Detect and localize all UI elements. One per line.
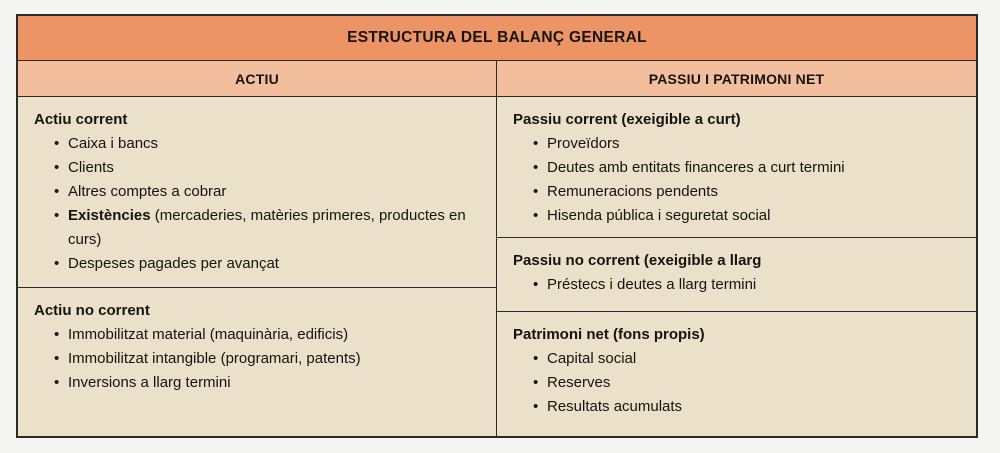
bullet-icon: • — [533, 207, 539, 224]
column-header-actiu: ACTIU — [18, 61, 497, 96]
section-heading: Actiu corrent — [34, 111, 128, 128]
bullet-icon: • — [54, 207, 60, 224]
list-item: • Remuneracions pendents — [513, 180, 962, 204]
bullet-icon: • — [54, 326, 60, 343]
list-item: • Proveïdors — [513, 132, 962, 156]
item-list — [513, 347, 962, 419]
bullet-icon: • — [533, 374, 539, 391]
list-item: • Caixa i bancs — [34, 132, 482, 156]
list-item: • Immobilitzat material (maquinària, edificis) — [34, 323, 482, 347]
cell-passiu-no-corrent — [497, 237, 976, 311]
column-headers-row — [18, 61, 976, 97]
item-list — [34, 323, 482, 395]
bullet-icon: • — [533, 276, 539, 293]
table-title-row — [18, 16, 976, 61]
list-item: • Altres comptes a cobrar — [34, 180, 482, 204]
list-item: • Resultats acumulats — [513, 395, 962, 419]
table-body — [18, 97, 976, 436]
bullet-icon: • — [54, 374, 60, 391]
item-list — [513, 273, 962, 297]
cell-actiu-no-corrent — [18, 287, 496, 436]
list-item: • Capital social — [513, 347, 962, 371]
list-item: • Reserves — [513, 371, 962, 395]
section-heading: Passiu no corrent (exeigible a llarg — [513, 252, 762, 269]
section-heading: Patrimoni net (fons propis) — [513, 326, 705, 343]
list-item: • Hisenda pública i seguretat social — [513, 204, 962, 228]
column-passiu-patrimoni — [497, 97, 976, 436]
bullet-icon: • — [533, 350, 539, 367]
bullet-icon: • — [54, 135, 60, 152]
cell-patrimoni-net — [497, 311, 976, 436]
list-item: • Clients — [34, 156, 482, 180]
cell-passiu-corrent — [497, 97, 976, 237]
column-actiu — [18, 97, 497, 436]
bullet-icon: • — [54, 159, 60, 176]
bullet-icon: • — [533, 135, 539, 152]
list-item: • Deutes amb entitats financeres a curt termini — [513, 156, 962, 180]
column-header-passiu-patrimoni: PASSIU I PATRIMONI NET — [497, 61, 976, 96]
bullet-icon: • — [54, 255, 60, 272]
bullet-icon: • — [533, 183, 539, 200]
section-heading: Actiu no corrent — [34, 302, 150, 319]
list-item: • Despeses pagades per avançat — [34, 252, 482, 276]
bullet-icon: • — [54, 183, 60, 200]
cell-actiu-corrent — [18, 97, 496, 287]
table-title: ESTRUCTURA DEL BALANÇ GENERAL — [347, 29, 647, 46]
list-item: • Existències (mercaderies, matèries primeres, productes en curs) — [34, 204, 482, 252]
item-list — [513, 132, 962, 228]
bullet-icon: • — [54, 350, 60, 367]
section-heading: Passiu corrent (exeigible a curt) — [513, 111, 741, 128]
balance-sheet-table — [16, 14, 978, 438]
bullet-icon: • — [533, 398, 539, 415]
bullet-icon: • — [533, 159, 539, 176]
list-item: • Immobilitzat intangible (programari, patents) — [34, 347, 482, 371]
item-list — [34, 132, 482, 276]
list-item: • Inversions a llarg termini — [34, 371, 482, 395]
list-item: • Préstecs i deutes a llarg termini — [513, 273, 962, 297]
